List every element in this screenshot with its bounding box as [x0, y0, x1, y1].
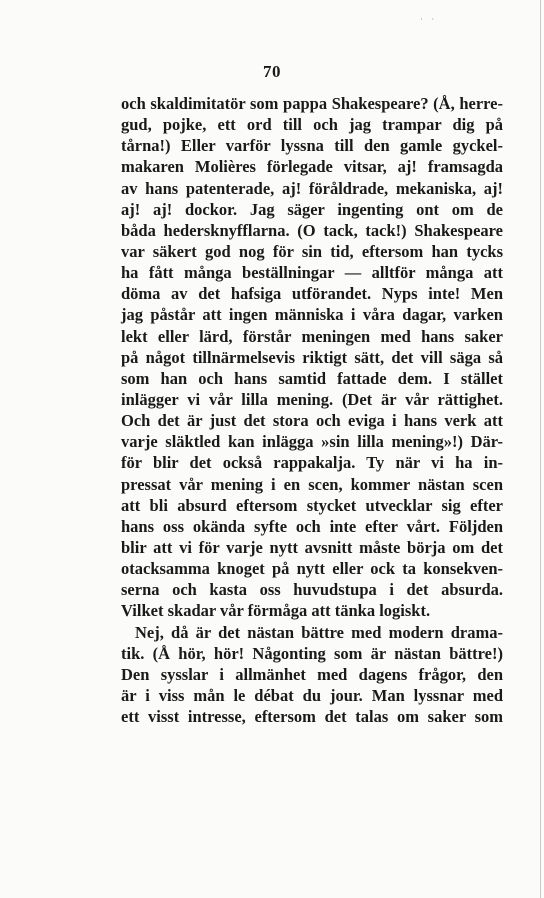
- text-line: ha fått många beställningar — alltför många att: [121, 263, 503, 283]
- text-line: Den sysslar i allmänhet med dagens frågor, den: [121, 664, 503, 684]
- text-line: var säkert god nog för sin tid, eftersom han tycks: [121, 241, 503, 261]
- text-line: varje släktled kan inlägga »sin lilla mening»!) Där-: [121, 432, 503, 452]
- text-line: tårna!) Eller varför lyssna till den gamle gyckel-: [121, 136, 503, 156]
- text-line: och skaldimitatör som pappa Shakespeare? (Å, herre-: [121, 94, 503, 113]
- page-number: 70: [263, 62, 281, 81]
- text-line: att bli absurd eftersom stycket utvecklar sig efter: [121, 495, 503, 515]
- text-line: på något tillnärmelsevis riktigt sätt, det vill säga så: [121, 347, 503, 367]
- paragraph-start-line: Nej, då är det nästan bättre med modern drama-: [135, 622, 503, 642]
- text-line: otacksamma knoget på nytt eller ock ta konsekven-: [121, 559, 503, 579]
- body-text: [121, 93, 503, 727]
- text-line: aj! aj! dockor. Jag säger ingenting ont om de: [121, 199, 503, 219]
- text-line: gud, pojke, ett ord till och jag trampar dig på: [121, 115, 503, 135]
- text-line: makaren Molières förlegade vitsar, aj! framsagda: [121, 157, 503, 177]
- scan-mark: · ·: [420, 14, 438, 24]
- text-line: lekt eller lärd, förstår meningen med hans saker: [121, 326, 503, 346]
- text-line: jag påstår att ingen människa i våra dagar, varken: [121, 305, 503, 325]
- text-line: båda hedersknyfflarna. (O tack, tack!) Shakespeare: [121, 220, 503, 240]
- text-line: serna och kasta oss huvudstupa i det absurda.: [121, 580, 503, 600]
- text-line: hans oss okända syfte och inte efter vårt. Följden: [121, 516, 503, 536]
- text-line: av hans patenterade, aj! föråldrade, mekaniska, aj!: [121, 178, 503, 198]
- paragraph-end-line: Vilket skadar vår förmåga att tänka logiskt.: [121, 601, 431, 621]
- text-line: döma av det hafsiga utförandet. Nyps inte! Men: [121, 284, 503, 304]
- text-line: blir att vi för varje nytt avsnitt måste börja om det: [121, 537, 503, 557]
- text-line: Och det är just det stora och eviga i hans verk att: [121, 411, 503, 431]
- text-line: tik. (Å hör, hör! Någonting som är nästan bättre!): [121, 643, 503, 663]
- text-line: som han och hans samtid fattade dem. I stället: [121, 368, 503, 388]
- text-line: för blir det också rappakalja. Ty när vi ha in-: [121, 453, 503, 473]
- text-line: pressat vår mening i en scen, kommer nästan scen: [121, 474, 503, 494]
- text-line: ett visst intresse, eftersom det talas om saker som: [121, 707, 503, 727]
- page-edge-line: [540, 0, 541, 898]
- text-line: är i viss mån le débat du jour. Man lyssnar med: [121, 685, 503, 705]
- text-line: inlägger vi vår lilla mening. (Det är vår rättighet.: [121, 389, 503, 409]
